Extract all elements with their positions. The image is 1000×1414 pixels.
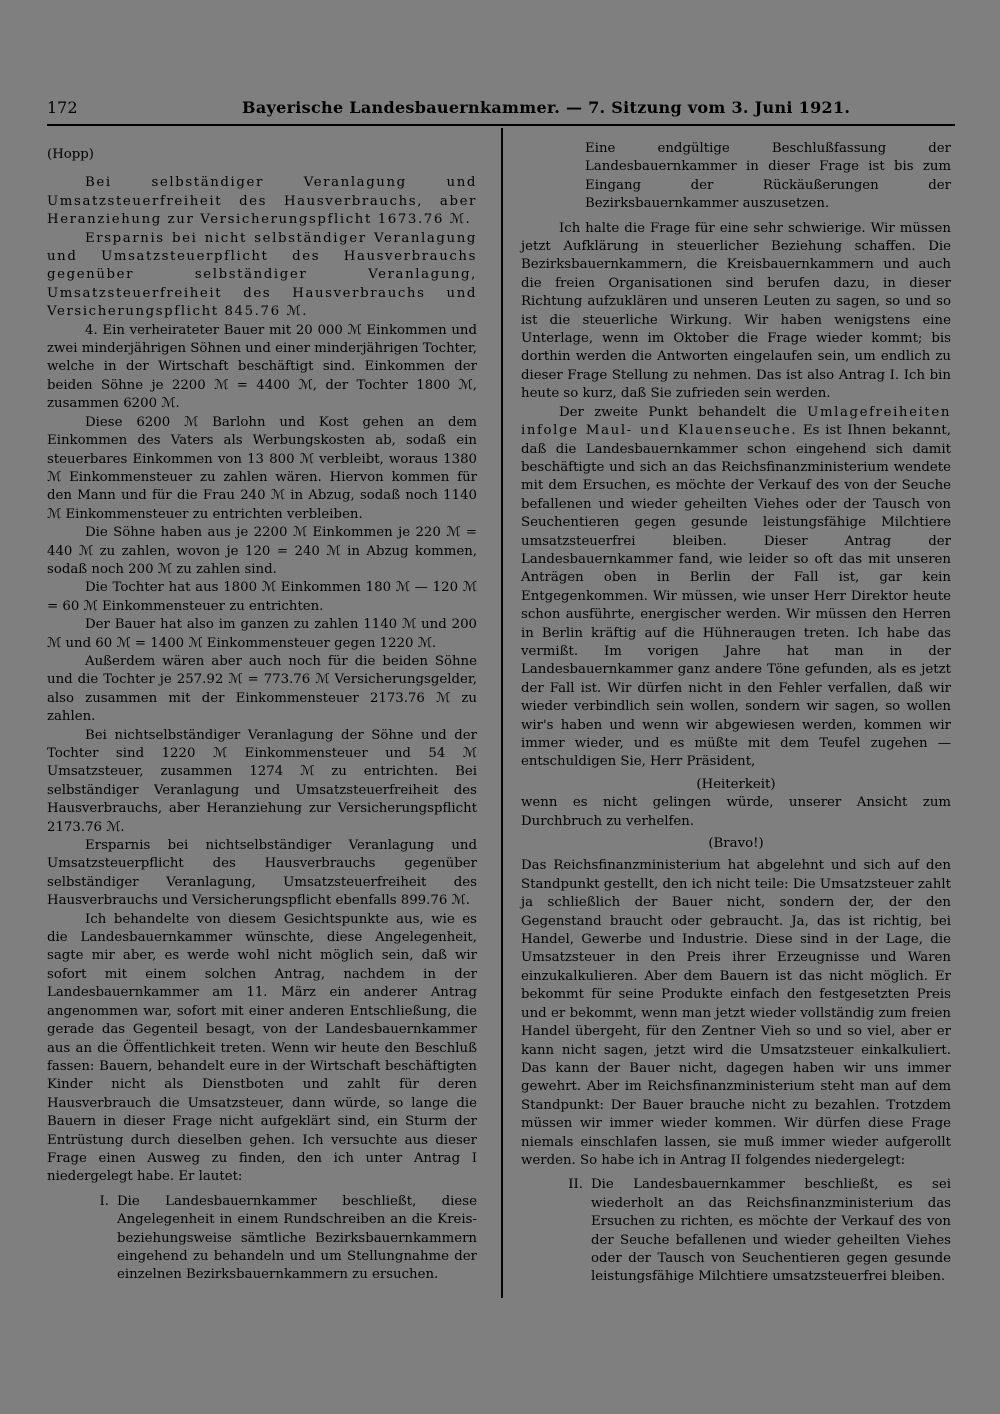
interjection: (Bravo!) bbox=[708, 836, 764, 852]
motion-text: Die Landesbauernkammer beschließt, es sei wiederholt an das Reichsfinanzministerium das Ersuchen zu richten, es möchte der Verkauf des von der Seuche befallenen und wieder geheilten Viehes oder der Tausch von Seuchentieren gegen gesunde leistungsfähige Milchtiere umsatzsteuerfrei bleiben. bbox=[591, 1177, 951, 1285]
paragraph: Ich behandelte von diesem Gesichtspunkte aus, wie es die Landesbauernkammer wünschte, diese Angelegenheit, sagte mir aber, es werde wohl nicht möglich sein, daß wir sofort mit einem solchen Antrag, nachdem in der Landesbauernkammer am 11. März ein anderer Antrag angenommen war, sofort mit einer anderen Entschließung, die gerade das Gegenteil besagt, von der Landesbauernkammer aus an die Öffentlichkeit treten. Wenn wir heute den Beschluß fassen: Bauern, behandelt eure in der Wirtschaft beschäftigten Kinder nicht als Dienstboten und zahlt für deren Hausverbrauch die Umsatzsteuer, dann würde, so lange die Bauern in dieser Frage nicht aufgeklärt sind, ein Sturm der Entrüstung durch dieselben gehen. Ich versuchte aus dieser Frage einen Ausweg zu finden, den ich unter Antrag I niedergelegt habe. Er lautet: bbox=[47, 911, 477, 1185]
speaker-name: (Hopp) bbox=[47, 147, 95, 162]
paragraph: Die Tochter hat aus 1800 ℳ Einkommen 180 ℳ — 120 ℳ = 60 ℳ Einkommensteuer zu entrichten. bbox=[47, 580, 477, 614]
topic-heading: Umlagefreiheiten infolge Maul- und Klauenseuche. bbox=[521, 404, 951, 439]
paragraph: Diese 6200 ℳ Barlohn und Kost gehen an dem Einkommen des Vaters als Werbungskosten ab, sodaß ein steuerbares Einkommen von 13 800 ℳ verbleibt, woraus 1380 ℳ Einkommensteuer zu zahlen wären. Hiervon kommen für den Mann und für die Frau 240 ℳ in Abzug, sodaß noch 1140 ℳ Einkommensteuer zu entrichten verbleiben. bbox=[47, 414, 477, 522]
running-title: Bayerische Landesbauernkammer. — 7. Sitzung vom 3. Juni 1921. bbox=[242, 98, 851, 117]
motion-continuation: Eine endgültige Beschlußfassung der Landesbauernkammer in dieser Frage ist bis zum Eingang der Rückäußerungen der Bezirksbauernkammer auszusetzen. bbox=[585, 141, 951, 212]
page-number: 172 bbox=[47, 98, 78, 117]
paragraph bbox=[521, 404, 951, 772]
motion-number: I. bbox=[99, 1193, 109, 1209]
right-column bbox=[521, 140, 951, 1287]
paragraph: Ersparnis bei nicht selbständiger Veranlagung und Umsatzsteuerpflicht des Hausverbrauchs gegenüber selbständiger Veranlagung, Umsatzsteuerfreiheit des Hausverbrauchs und Versicherungspflicht 845.76 ℳ. bbox=[47, 230, 477, 320]
paragraph-text: Es ist Ihnen bekannt, daß die Landesbauernkammer schon eingehend sich damit beschäftigte und sich an das Reichsfinanzministerium wendete mit dem Ersuchen, es möchte der Verkauf des von der Seuche befallenen und wieder geheilten Viehes oder der Tausch von Seuchentieren gegen gesunde leistungsfähige Milchtiere umsatzsteuerfrei bleiben. Dieser Antrag der Landesbauernkammer fand, wie leider so oft das mit unseren Anträgen oben in Berlin der Fall ist, gar kein Entgegenkommen. Wir müssen, wie unser Herr Direktor heute schon ausführte, energischer werden. Wir müssen den Herren in Berlin kräftig auf die Hühneraugen treten. Ich habe das vermißt. Im vorigen Jahre hat man in der Landesbauernkammer ganz andere Töne gefunden, als es jetzt der Fall ist. Wir dürfen nicht in den Fehler verfallen, daß wir wieder verbindlich sein wollen, sondern wir sagen, so wollen wir's haben und wenn wir abgewiesen werden, kommen wir immer wieder, und es müßte mit dem Teufel zugehen — entschuldigen Sie, Herr Präsident, bbox=[521, 423, 952, 770]
paragraph: Ersparnis bei nichtselbständiger Veranlagung und Umsatzsteuerpflicht des Hausverbrauchs gegenüber selbständiger Veranlagung, Umsatzsteuerfreiheit des Hausverbrauchs und Versicherungspflicht ebenfalls 899.76 ℳ. bbox=[47, 838, 477, 909]
paragraph: wenn es nicht gelingen würde, unserer Ansicht zum Durchbruch zu verhelfen. bbox=[521, 795, 951, 829]
paragraph-text: Der zweite Punkt behandelt die bbox=[559, 404, 808, 420]
page-header bbox=[47, 94, 955, 126]
paragraph: Das Reichsfinanzministerium hat abgelehnt und sich auf den Standpunkt gestellt, den ich nicht teile: Die Umsatzsteuer zahlt ja schließlich der Bauer nicht, sondern der, der den Gegenstand braucht oder gebraucht. Ja, das ist richtig, bei Handel, Gewerbe und Industrie. Diese sind in der Lage, die Umsatzsteuer in den Preis ihrer Erzeugnisse und Waren einzukalkulieren. Aber dem Bauern ist das nicht möglich. Er bekommt für seine Produkte einfach den festgesetzten Preis und er bekommt, wenn man jetzt wieder vollständig zum freien Handel übergeht, für den Zentner Vieh so und so viel, aber er kann nicht sagen, jetzt wird die Umsatzsteuer einkalkuliert. Das kann der Bauer nicht, dagegen haben wir uns immer gewehrt. Aber im Reichsfinanzministerium steht man auf dem Standpunkt: Der Bauer brauche nicht zu bezahlen. Trotzdem müssen wir immer wieder kommen. Wir dürfen diese Frage niemals einschlafen lassen, sie muß immer wieder aufgerollt werden. So habe ich in Antrag II folgendes niedergelegt: bbox=[521, 858, 951, 1168]
paragraph: Ich halte die Frage für eine sehr schwierige. Wir müssen jetzt Aufklärung in steuerlicher Beziehung schaffen. Die Bezirksbauernkammern, die Kreisbauernkammern und auch die freien Organisationen sind berufen dazu, in dieser Richtung aufzuklären und unseren Leuten zu sagen, so und so ist die steuerliche Wirkung. Wir haben wenigstens eine Unterlage, wenn im Oktober die Frage wieder kommt; bis dorthin werden die Antworten eingelaufen sein, um endlich zu dieser Frage Stellung zu nehmen. Das ist also Antrag I. Ich bin heute so kurz, daß Sie zufrieden sein werden. bbox=[521, 220, 951, 402]
paragraph: Bei selbständiger Veranlagung und Umsatzsteuerfreiheit des Hausverbrauchs, aber Heranziehung zur Versicherungspflicht 1673.76 ℳ. bbox=[47, 175, 477, 228]
left-column bbox=[47, 140, 477, 1285]
motion-i bbox=[47, 1193, 477, 1285]
paragraph: Bei nichtselbständiger Veranlagung der Söhne und der Tochter sind 1220 ℳ Einkommensteuer und 54 ℳ Umsatzsteuer, zusammen 1274 ℳ zu entrichten. Bei selbständiger Veranlagung und Umsatzsteuerfreiheit des Hausverbrauchs, aber Heranziehung zur Versicherungspflicht 2173.76 ℳ. bbox=[47, 727, 477, 835]
motion-ii bbox=[521, 1176, 951, 1286]
column-divider bbox=[501, 128, 503, 1298]
paragraph: 4. Ein verheirateter Bauer mit 20 000 ℳ Einkommen und zwei minderjährigen Söhnen und einer minderjährigen Tochter, welche in der Wirtschaft beschäftigt sind. Einkommen der beiden Söhne je 2200 ℳ = 4400 ℳ, der Tochter 1800 ℳ, zusammen 6200 ℳ. bbox=[47, 322, 477, 412]
motion-number: II. bbox=[568, 1177, 583, 1193]
paragraph: Der Bauer hat also im ganzen zu zahlen 1140 ℳ und 200 ℳ und 60 ℳ = 1400 ℳ Einkommensteuer gegen 1220 ℳ. bbox=[47, 617, 477, 651]
interjection: (Heiterkeit) bbox=[696, 776, 776, 792]
motion-text: Die Landesbauernkammer beschließt, diese Angelegenheit in einem Rundschreiben an die Kreis- beziehungsweise sämtliche Bezirksbauernkammern eingehend zu behandeln und um Stellungnahme der einzelnen Bezirksbauernkammern zu ersuchen. bbox=[117, 1193, 477, 1283]
paragraph: Die Söhne haben aus je 2200 ℳ Einkommen je 220 ℳ = 440 ℳ zu zahlen, wovon je 120 = 240 ℳ in Abzug kommen, sodaß noch 200 ℳ zu zahlen sind. bbox=[47, 525, 478, 577]
paragraph: Außerdem wären aber auch noch für die beiden Söhne und die Tochter je 257.92 ℳ = 773.76 ℳ Versicherungsgelder, also zusammen mit der Einkommensteuer 2173.76 ℳ zu zahlen. bbox=[47, 653, 477, 725]
